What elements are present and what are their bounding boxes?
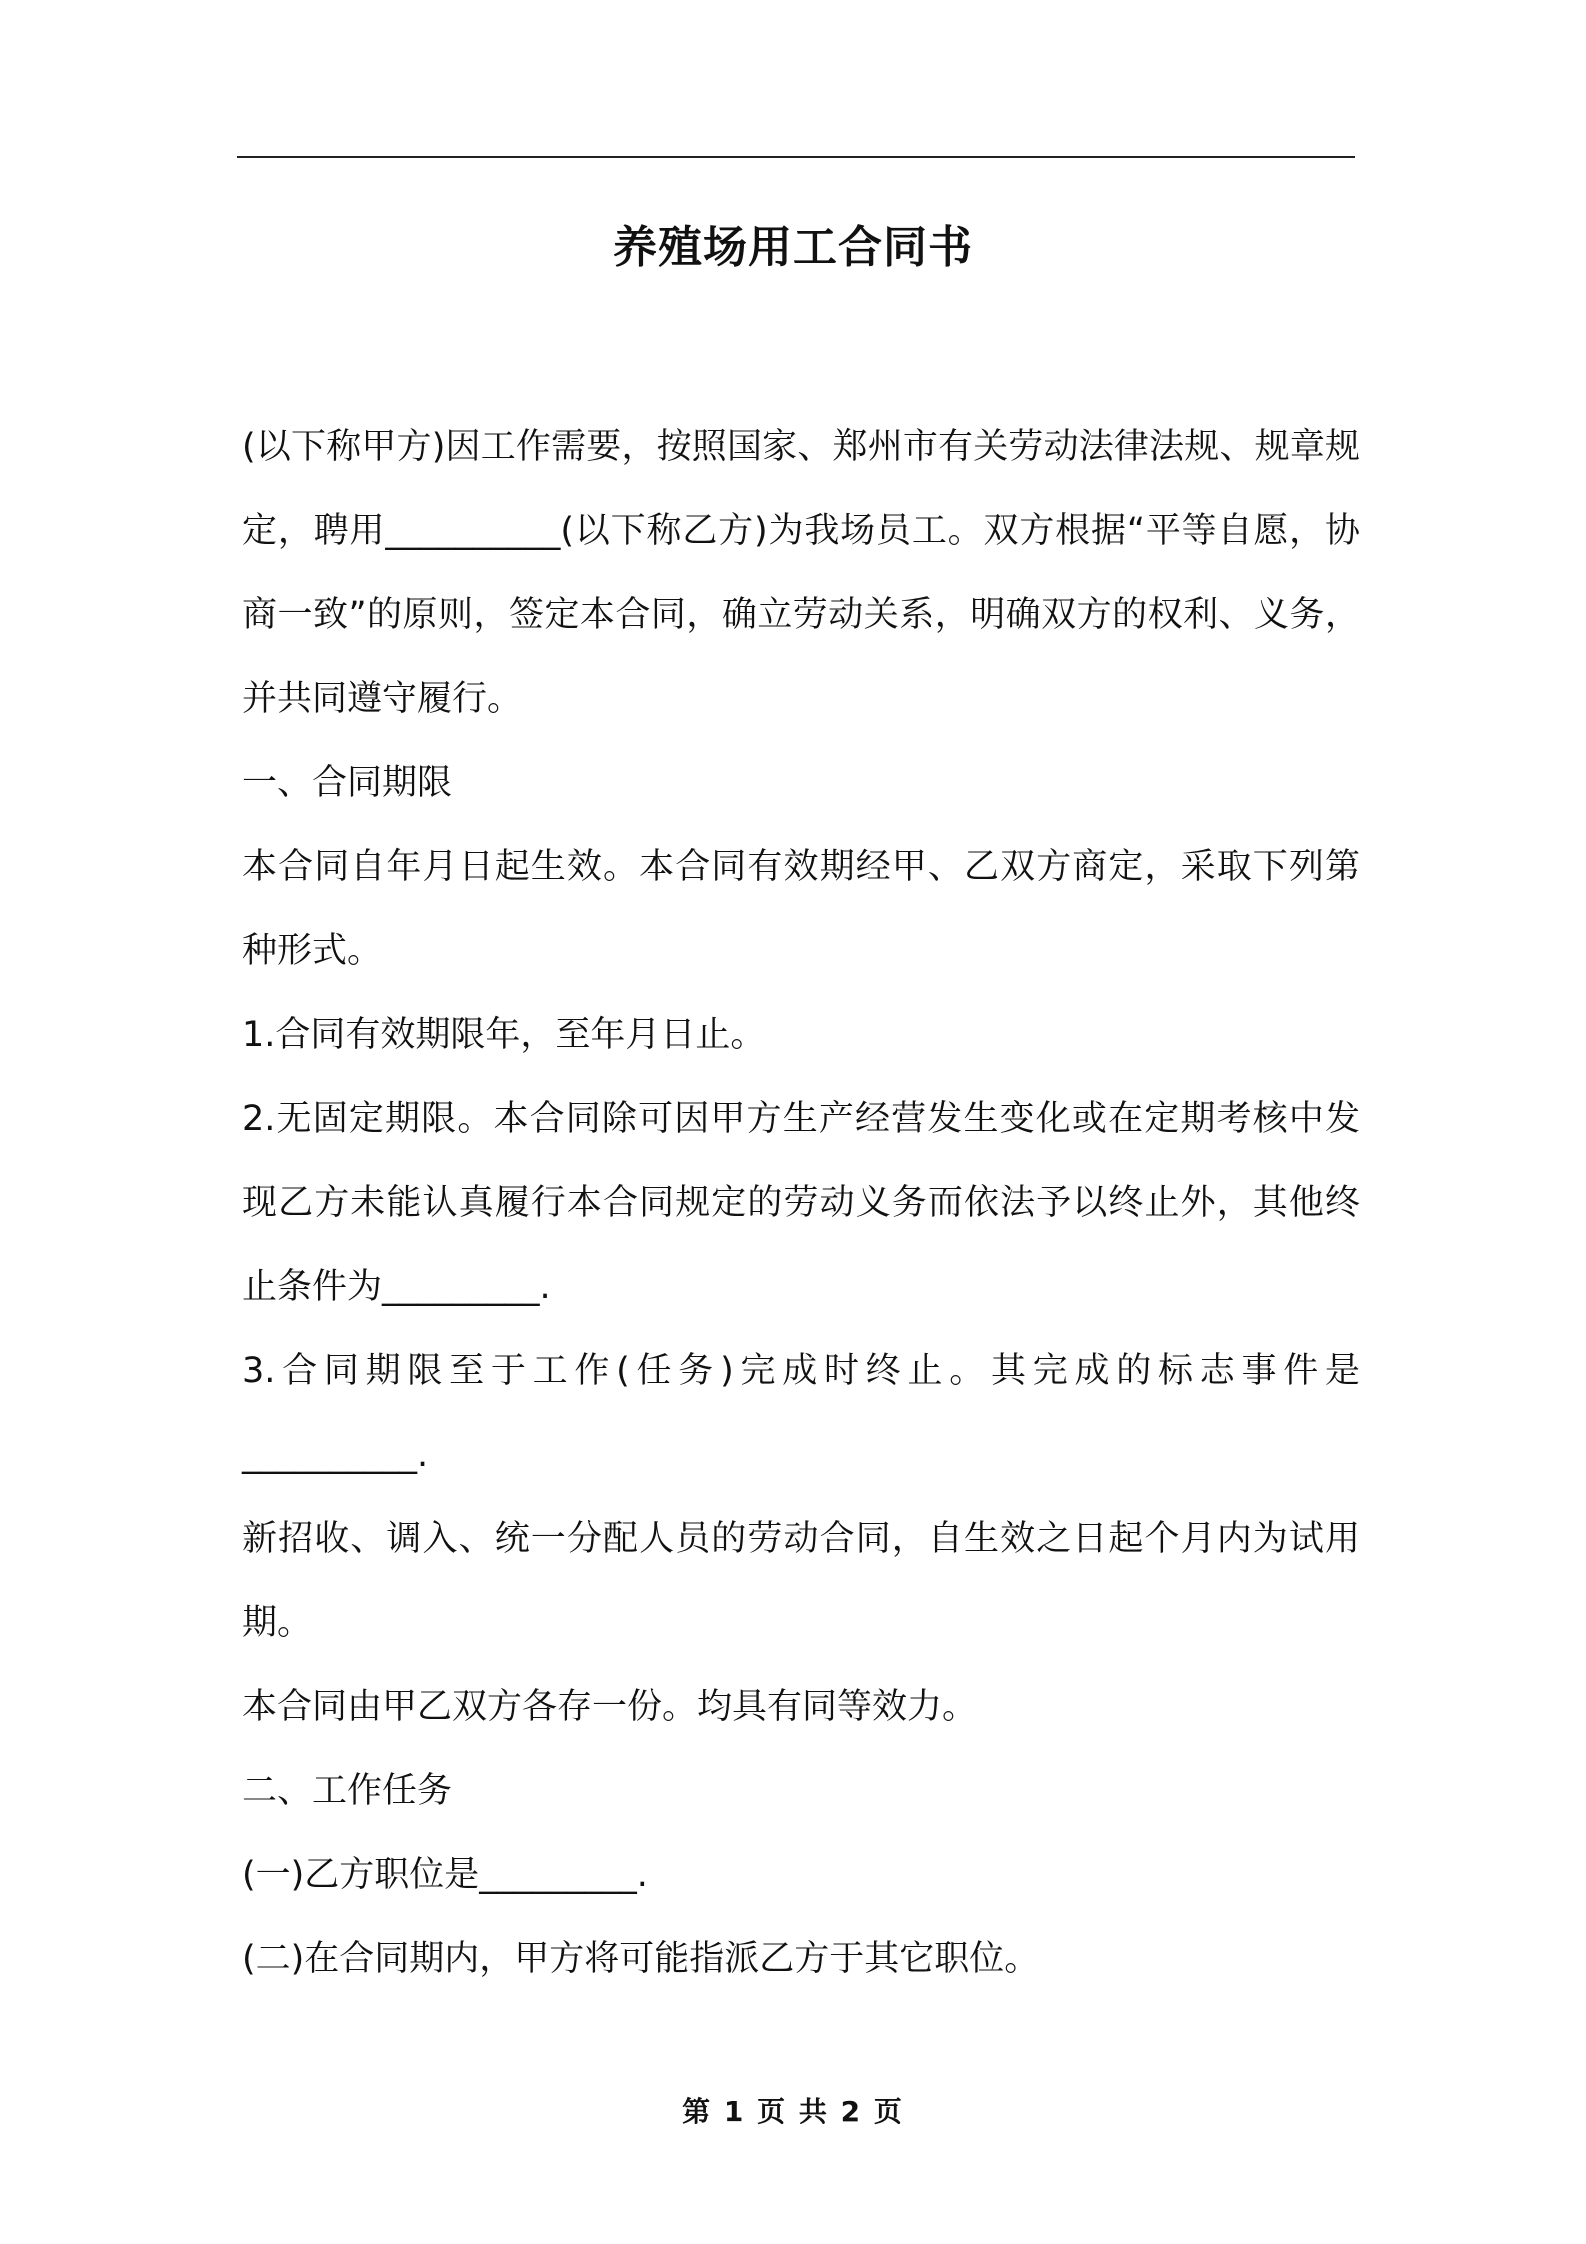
section-heading-duties: 二、工作任务: [242, 1771, 453, 1811]
document-title: 养殖场用工合同书: [613, 222, 973, 273]
copies-paragraph: 本合同由甲乙双方各存一份。均具有同等效力。: [242, 1687, 978, 1727]
duty-item-1: (一)乙方职位是_________.: [242, 1855, 648, 1895]
header-rule: [237, 156, 1355, 158]
probation-paragraph: 新招收、调入、统一分配人员的劳动合同，自生效之日起个月内为试用期。: [242, 1519, 1360, 1643]
term-item-2: 2.无固定期限。本合同除可因甲方生产经营发生变化或在定期考核中发现乙方未能认真履行本合同规定的劳动义务而依法予以终止外，其他终止条件为_________.: [242, 1099, 1360, 1307]
term-paragraph: 本合同自年月日起生效。本合同有效期经甲、乙双方商定，采取下列第种形式。: [242, 847, 1360, 971]
term-item-1: 1.合同有效期限年，至年月日止。: [242, 1015, 766, 1055]
term-item-3: 3.合同期限至于工作(任务)完成时终止。其完成的标志事件是__________.: [242, 1351, 1360, 1475]
section-heading-term: 一、合同期限: [242, 763, 453, 803]
intro-paragraph: (以下称甲方)因工作需要，按照国家、郑州市有关劳动法律法规、规章规定，聘用__________(以下称乙方)为我场员工。双方根据“平等自愿，协商一致”的原则，签定本合同，确立劳动关系，明确双方的权利、义务，并共同遵守履行。: [242, 427, 1360, 719]
document-body: [242, 405, 1360, 2001]
duty-item-2: (二)在合同期内，甲方将可能指派乙方于其它职位。: [242, 1939, 1040, 1979]
page-number-footer: 第 1 页 共 2 页: [682, 2095, 904, 2128]
